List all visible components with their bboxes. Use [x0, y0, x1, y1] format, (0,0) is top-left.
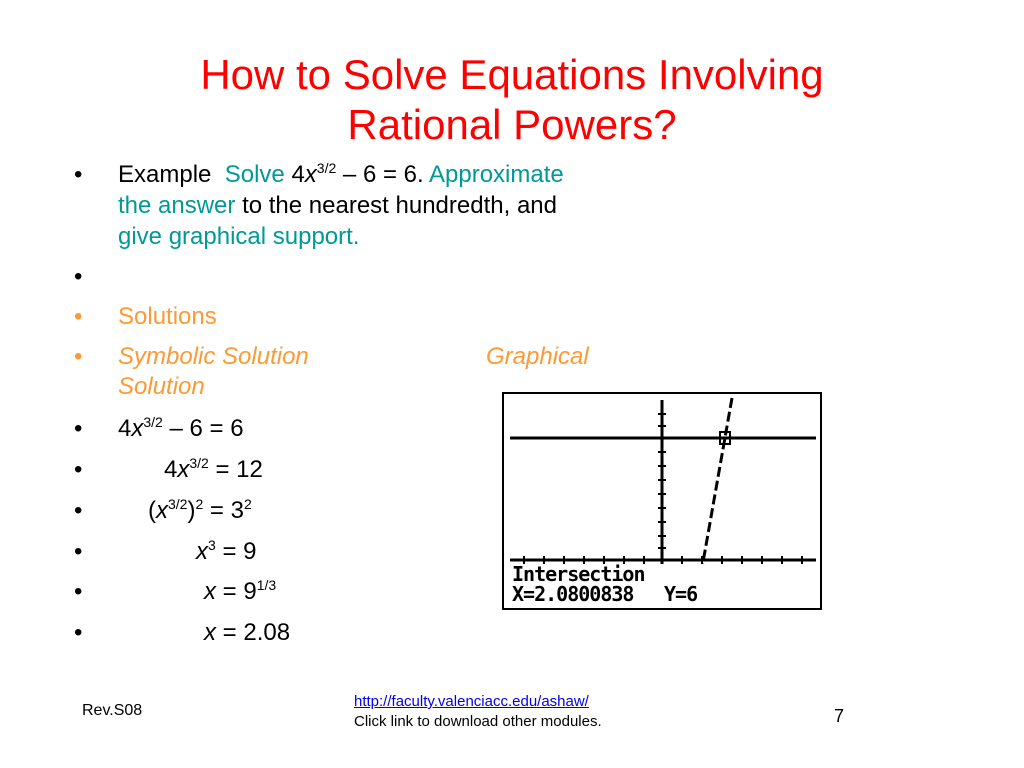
- s3-eq: = 3: [203, 497, 244, 524]
- intersection-label: Intersection: [512, 562, 645, 586]
- y-readout: Y=6: [664, 582, 698, 606]
- bullet-marker: •: [74, 161, 83, 188]
- s4-var: x: [196, 538, 208, 565]
- s2-exp: 3/2: [189, 455, 209, 471]
- s6-var: x: [204, 619, 216, 646]
- bullet-marker: •: [74, 343, 83, 370]
- s5-exp: 1/3: [256, 577, 277, 593]
- step-5: [204, 577, 276, 607]
- footer-center: [354, 692, 602, 732]
- s1-exp: 3/2: [143, 414, 163, 430]
- s5-var: x: [204, 578, 216, 605]
- revision-label: Rev.S08: [82, 702, 143, 719]
- approx-word: Approximate: [429, 161, 564, 188]
- nearest-text: to the nearest hundredth, and: [235, 192, 557, 219]
- s1-rest: – 6 = 6: [162, 415, 244, 442]
- the-answer: the answer: [118, 192, 236, 219]
- s2-var: x: [177, 456, 190, 483]
- bullet-marker: •: [74, 538, 83, 565]
- example-label: Example: [118, 161, 212, 188]
- example-line-2: [118, 191, 557, 221]
- s3-open: (: [148, 497, 156, 524]
- eq-coef: 4: [291, 161, 305, 188]
- step-1: [118, 414, 244, 444]
- page-number: 7: [834, 706, 845, 726]
- bullet-marker: •: [74, 303, 83, 330]
- s3-pow2: 2: [243, 496, 252, 512]
- bullet-marker: •: [74, 263, 83, 290]
- eq-rest: – 6 = 6.: [336, 161, 424, 188]
- step-3: [148, 496, 252, 526]
- graphical-label-2: Solution: [118, 373, 205, 400]
- modules-link[interactable]: http://faculty.valenciacc.edu/ashaw/: [354, 693, 589, 710]
- example-line-1: [118, 160, 564, 190]
- s3-pow: 2: [195, 496, 204, 512]
- s1-var: x: [131, 415, 144, 442]
- solve-word: Solve: [224, 161, 285, 188]
- s4-exp: 3: [208, 537, 216, 553]
- link-note: Click link to download other modules.: [354, 713, 602, 730]
- step-2: [164, 455, 263, 485]
- bullet-marker: •: [74, 619, 83, 646]
- s3-close: ): [187, 497, 196, 524]
- solutions-label: Solutions: [118, 303, 217, 330]
- x-readout: X=2.0800838: [512, 582, 634, 606]
- title-line-2: Rational Powers?: [347, 101, 677, 148]
- s2-coef: 4: [164, 456, 178, 483]
- eq-var: x: [304, 161, 317, 188]
- bullet-marker: •: [74, 415, 83, 442]
- bullet-marker: •: [74, 578, 83, 605]
- bullet-marker: •: [74, 456, 83, 483]
- calculator-screen: [502, 392, 822, 610]
- s3-exp: 3/2: [168, 496, 188, 512]
- symbolic-label: Symbolic Solution: [118, 343, 309, 370]
- step-4: [196, 537, 257, 567]
- s3-var: x: [156, 497, 168, 524]
- s2-rest: = 12: [208, 456, 263, 483]
- s6-rest: = 2.08: [216, 619, 291, 646]
- graphical-label: Graphical: [486, 343, 589, 370]
- eq-exp: 3/2: [316, 160, 337, 176]
- example-line-3: give graphical support.: [118, 223, 360, 250]
- s5-eq: = 9: [216, 578, 257, 605]
- step-6: [204, 618, 290, 648]
- title-line-1: How to Solve Equations Involving: [200, 51, 824, 98]
- s4-rest: = 9: [215, 538, 257, 565]
- s1-coef: 4: [118, 415, 132, 442]
- bullet-marker: •: [74, 497, 83, 524]
